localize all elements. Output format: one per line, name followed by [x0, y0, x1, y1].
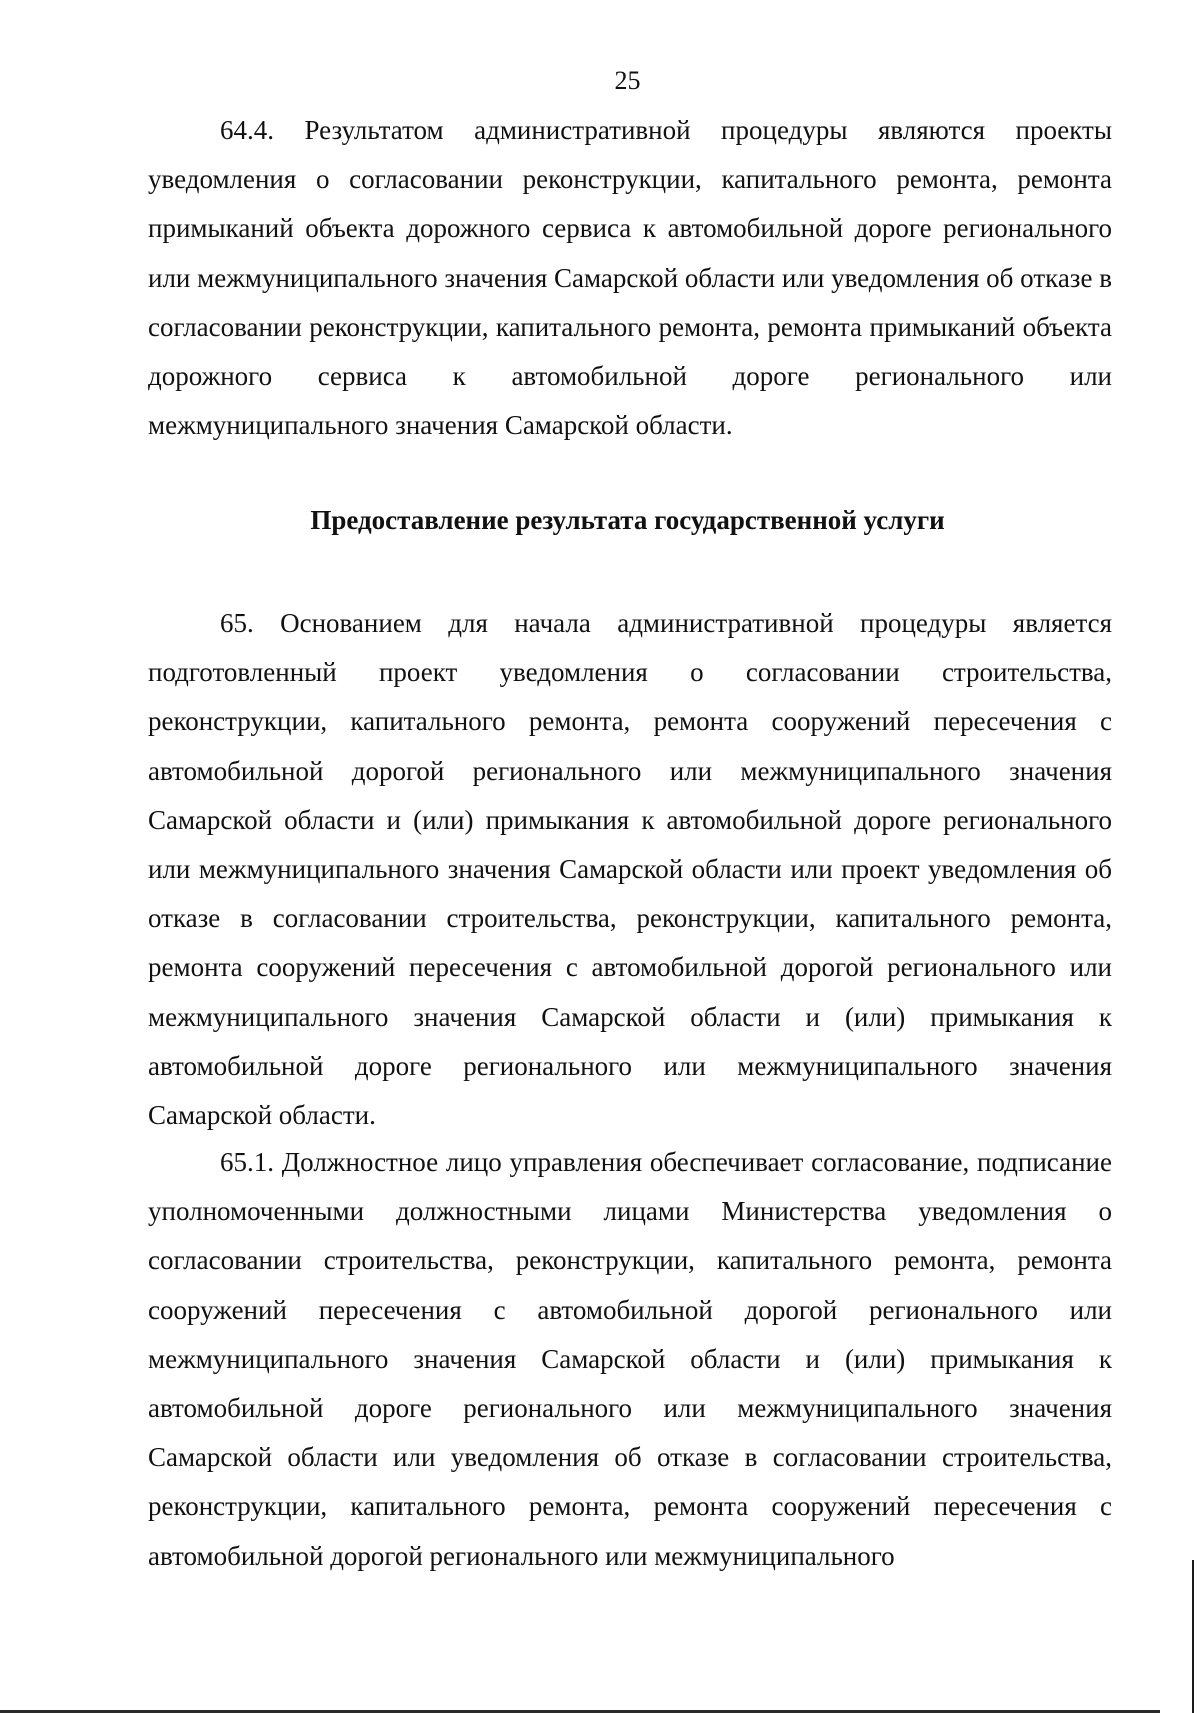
paragraph-65: 65. Основанием для начала административной процедуры является подготовленный проект уведомления о согласовании строительства, реконструкции, капитального ремонта, ремонта сооружений пересечения с автомобильной дорогой регионального или межмуниципального значения Самарской области и (или) примыкания к автомобильной дороге регионального или межмуниципального значения Самарской области или проект уведомления об отказе в согласовании строительства, реконструкции, капитального ремонта, ремонта сооружений пересечения с автомобильной дорогой регионального или межмуниципального значения Самарской области и (или) примыкания к автомобильной дороге регионального или межмуниципального значения Самарской области.	[148, 608, 1112, 1131]
section-heading: Предоставление результата государственной услуги	[310, 505, 945, 535]
page-number: 25	[614, 66, 641, 95]
paragraph-65-1: 65.1. Должностное лицо управления обеспечивает согласование, подписание уполномоченными должностными лицами Министерства уведомления о согласовании строительства, реконструкции, капитального ремонта, ремонта сооружений пересечения с автомобильной дорогой регионального или межмуниципального значения Самарской области и (или) примыкания к автомобильной дороге регионального или межмуниципального значения Самарской области или уведомления об отказе в согласовании строительства, реконструкции, капитального ремонта, ремонта сооружений пересечения с автомобильной дорогой регионального или межмуниципального	[148, 1147, 1112, 1571]
paragraph-64-4: 64.4. Результатом административной процедуры являются проекты уведомления о согласовании реконструкции, капитального ремонта, ремонта примыканий объекта дорожного сервиса к автомобильной дороге регионального или межмуниципального значения Самарской области или уведомления об отказе в согласовании реконструкции, капитального ремонта, ремонта примыканий объекта дорожного сервиса к автомобильной дороге регионального или межмуниципального значения Самарской области.	[148, 115, 1112, 441]
scan-edge-line	[1192, 1560, 1194, 1713]
